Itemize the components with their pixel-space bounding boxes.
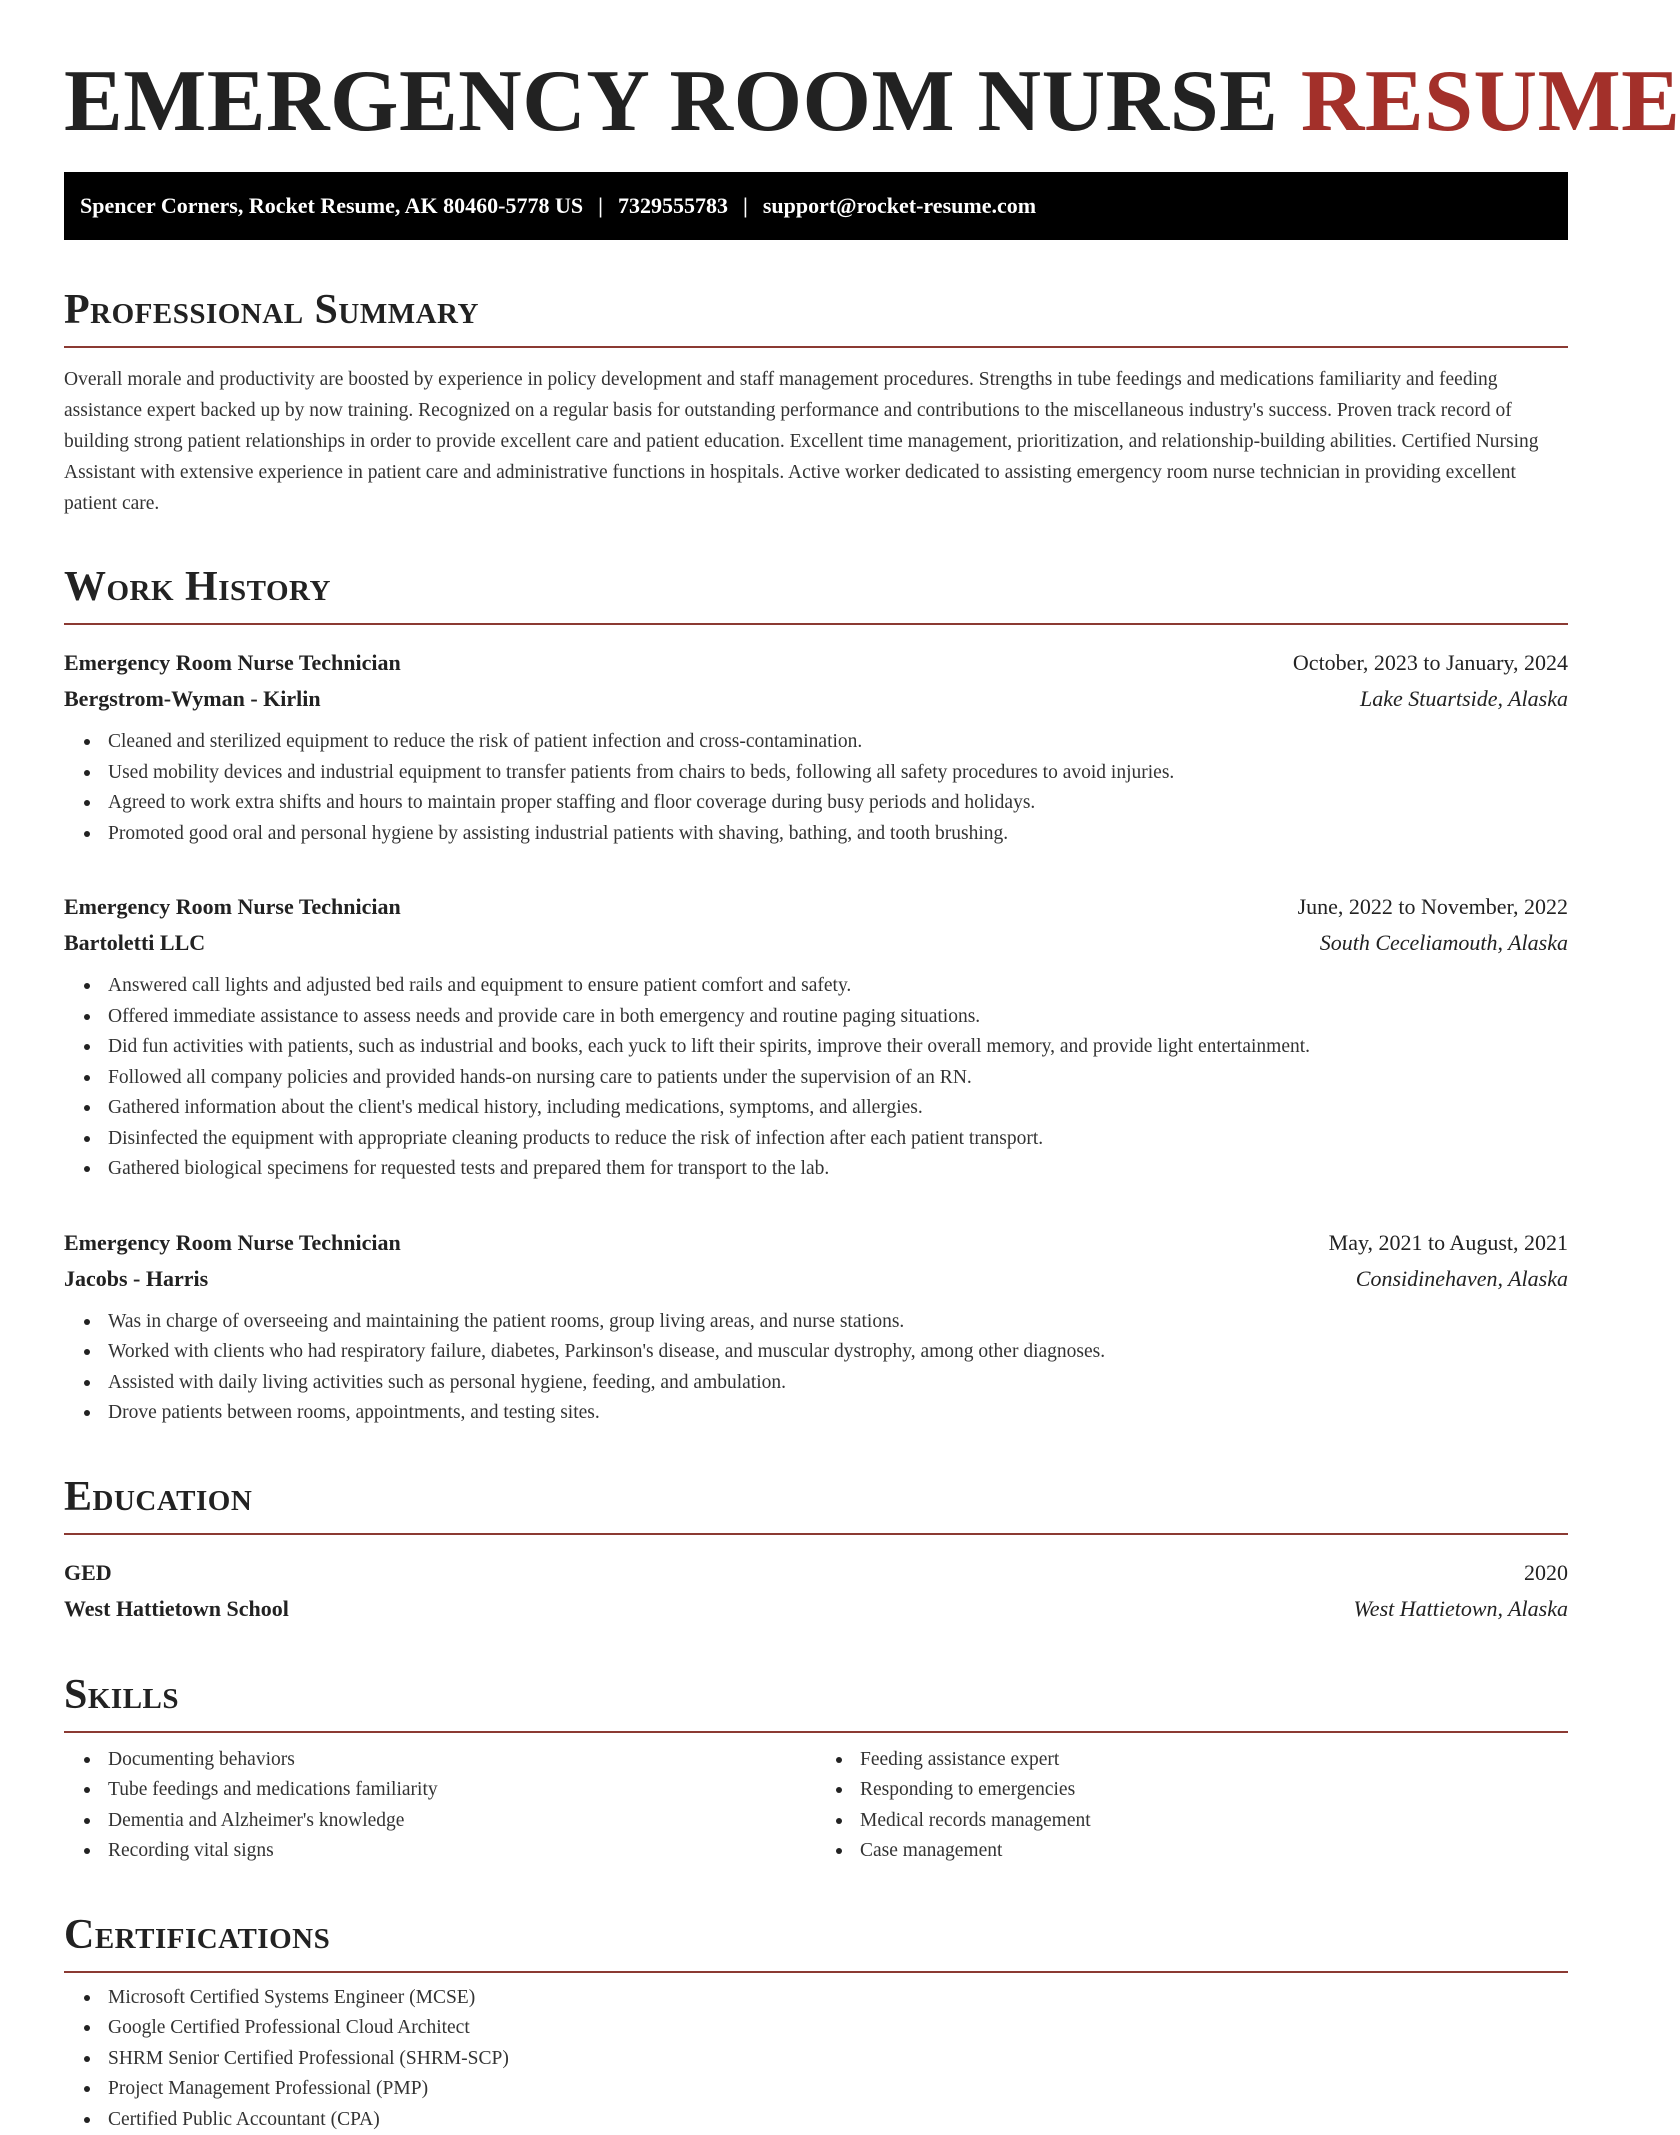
skill-item: Responding to emergencies bbox=[860, 1775, 1568, 1806]
job-company: Bartoletti LLC bbox=[64, 925, 205, 961]
certifications-heading: Certifications bbox=[64, 1911, 1568, 1973]
job-bullet: Cleaned and sterilized equipment to reduce the risk of patient infection and cross-contamination. bbox=[108, 727, 1568, 758]
contact-address: Spencer Corners, Rocket Resume, AK 80460-5778 US bbox=[80, 193, 583, 219]
job-dates: October, 2023 to January, 2024 bbox=[1293, 645, 1568, 681]
education-school-row bbox=[64, 1591, 1568, 1627]
certification-item: Microsoft Certified Systems Engineer (MCSE) bbox=[108, 1983, 1568, 2014]
job-company-row bbox=[64, 925, 1568, 961]
job-bullet: Drove patients between rooms, appointments, and testing sites. bbox=[108, 1398, 1568, 1429]
job-bullet: Gathered biological specimens for requested tests and prepared them for transport to the lab. bbox=[108, 1154, 1568, 1185]
education-location: West Hattietown, Alaska bbox=[1354, 1591, 1569, 1627]
job-location: Lake Stuartside, Alaska bbox=[1360, 681, 1568, 717]
job-dates: May, 2021 to August, 2021 bbox=[1329, 1225, 1568, 1261]
job-bullet: Was in charge of overseeing and maintaining the patient rooms, group living areas, and nurse stations. bbox=[108, 1307, 1568, 1338]
job-bullet: Agreed to work extra shifts and hours to maintain proper staffing and floor coverage during busy periods and holidays. bbox=[108, 788, 1568, 819]
job-bullet: Followed all company policies and provided hands-on nursing care to patients under the supervision of an RN. bbox=[108, 1063, 1568, 1094]
education-entry bbox=[64, 1555, 1568, 1627]
skill-item: Documenting behaviors bbox=[108, 1745, 816, 1776]
skill-item: Dementia and Alzheimer's knowledge bbox=[108, 1806, 816, 1837]
job-bullet: Did fun activities with patients, such as industrial and books, each yuck to lift their spirits, improve their overall memory, and provide light entertainment. bbox=[108, 1032, 1568, 1063]
certifications-list bbox=[64, 1983, 1568, 2135]
work-history-section bbox=[64, 563, 1568, 1429]
work-history-heading: Work History bbox=[64, 563, 1568, 625]
skill-item: Case management bbox=[860, 1836, 1568, 1867]
education-school: West Hattietown School bbox=[64, 1591, 289, 1627]
job-bullet: Worked with clients who had respiratory failure, diabetes, Parkinson's disease, and muscular dystrophy, among other diagnoses. bbox=[108, 1337, 1568, 1368]
certification-item: Certified Public Accountant (CPA) bbox=[108, 2105, 1568, 2135]
skill-item: Recording vital signs bbox=[108, 1836, 816, 1867]
skills-grid bbox=[64, 1745, 1568, 1867]
contact-separator: | bbox=[743, 193, 748, 219]
job-entry bbox=[64, 1225, 1568, 1429]
education-heading: Education bbox=[64, 1473, 1568, 1535]
education-section bbox=[64, 1473, 1568, 1627]
skills-column-left bbox=[64, 1745, 816, 1867]
education-year: 2020 bbox=[1524, 1555, 1568, 1591]
certification-item: Google Certified Professional Cloud Architect bbox=[108, 2013, 1568, 2044]
job-bullets bbox=[64, 1307, 1568, 1429]
contact-separator: | bbox=[598, 193, 603, 219]
job-bullet: Gathered information about the client's medical history, including medications, symptoms, and allergies. bbox=[108, 1093, 1568, 1124]
job-company-row bbox=[64, 681, 1568, 717]
skills-column-right bbox=[816, 1745, 1568, 1867]
job-bullets bbox=[64, 971, 1568, 1185]
resume-title-main: EMERGENCY ROOM NURSE bbox=[64, 53, 1278, 150]
skills-heading: Skills bbox=[64, 1671, 1568, 1733]
job-title: Emergency Room Nurse Technician bbox=[64, 889, 401, 925]
job-company-row bbox=[64, 1261, 1568, 1297]
job-location: Considinehaven, Alaska bbox=[1356, 1261, 1568, 1297]
certifications-section bbox=[64, 1911, 1568, 2135]
skill-item: Tube feedings and medications familiarity bbox=[108, 1775, 816, 1806]
contact-bar bbox=[64, 172, 1568, 240]
contact-email: support@rocket-resume.com bbox=[763, 193, 1036, 219]
summary-section bbox=[64, 286, 1568, 519]
job-bullet: Used mobility devices and industrial equipment to transfer patients from chairs to beds, following all safety procedures to avoid injuries. bbox=[108, 758, 1568, 789]
job-header-row bbox=[64, 889, 1568, 925]
job-header-row bbox=[64, 1225, 1568, 1261]
education-degree: GED bbox=[64, 1555, 112, 1591]
resume-title bbox=[64, 52, 1568, 152]
education-degree-row bbox=[64, 1555, 1568, 1591]
certification-item: Project Management Professional (PMP) bbox=[108, 2074, 1568, 2105]
resume-title-accent: RESUME bbox=[1301, 53, 1680, 150]
job-company: Jacobs - Harris bbox=[64, 1261, 208, 1297]
job-entry bbox=[64, 645, 1568, 849]
skill-item: Feeding assistance expert bbox=[860, 1745, 1568, 1776]
job-company: Bergstrom-Wyman - Kirlin bbox=[64, 681, 321, 717]
skills-section bbox=[64, 1671, 1568, 1867]
job-bullet: Offered immediate assistance to assess needs and provide care in both emergency and routine paging situations. bbox=[108, 1002, 1568, 1033]
job-bullets bbox=[64, 727, 1568, 849]
contact-phone: 7329555783 bbox=[618, 193, 728, 219]
certification-item: SHRM Senior Certified Professional (SHRM-SCP) bbox=[108, 2044, 1568, 2075]
job-dates: June, 2022 to November, 2022 bbox=[1298, 889, 1568, 925]
job-location: South Ceceliamouth, Alaska bbox=[1320, 925, 1568, 961]
summary-text: Overall morale and productivity are boosted by experience in policy development and staff management procedures. Strengths in tube feedings and medications familiarity and feeding assistance expert backed up by now training. Recognized on a regular basis for outstanding performance and contributions to the miscellaneous industry's success. Proven track record of building strong patient relationships in order to provide excellent care and patient education. Excellent time management, prioritization, and relationship-building abilities. Certified Nursing Assistant with extensive experience in patient care and administrative functions in hospitals. Active worker dedicated to assisting emergency room nurse technician in providing excellent patient care. bbox=[64, 364, 1568, 519]
job-title: Emergency Room Nurse Technician bbox=[64, 645, 401, 681]
job-header-row bbox=[64, 645, 1568, 681]
job-entry bbox=[64, 889, 1568, 1185]
job-bullet: Answered call lights and adjusted bed rails and equipment to ensure patient comfort and safety. bbox=[108, 971, 1568, 1002]
skill-item: Medical records management bbox=[860, 1806, 1568, 1837]
summary-heading: Professional Summary bbox=[64, 286, 1568, 348]
job-bullet: Assisted with daily living activities such as personal hygiene, feeding, and ambulation. bbox=[108, 1368, 1568, 1399]
job-title: Emergency Room Nurse Technician bbox=[64, 1225, 401, 1261]
job-bullet: Disinfected the equipment with appropriate cleaning products to reduce the risk of infection after each patient transport. bbox=[108, 1124, 1568, 1155]
job-bullet: Promoted good oral and personal hygiene by assisting industrial patients with shaving, bathing, and tooth brushing. bbox=[108, 819, 1568, 850]
